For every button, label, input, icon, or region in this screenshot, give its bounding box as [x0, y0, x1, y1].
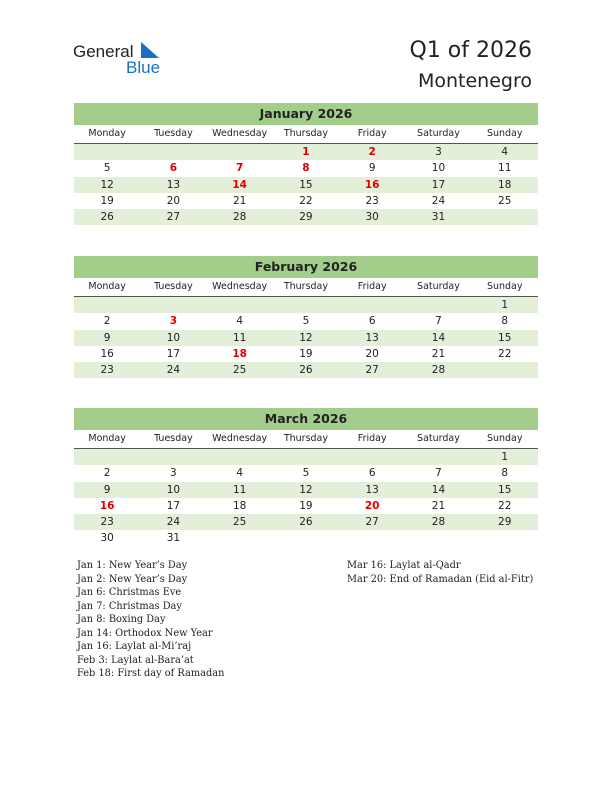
day-cell: 20 [365, 347, 379, 360]
weekday-label: Monday [88, 128, 126, 139]
day-cell: 28 [431, 364, 446, 377]
day-cell: 17 [166, 499, 181, 512]
day-cell: 26 [299, 516, 313, 529]
day-cell: 27 [365, 516, 379, 529]
weekday-label: Wednesday [212, 433, 268, 444]
holiday-day-cell: 18 [232, 347, 247, 360]
week-row [74, 449, 538, 465]
day-cell: 26 [299, 364, 313, 377]
week-row [74, 346, 538, 362]
weekday-label: Wednesday [212, 128, 268, 139]
holiday-note: Jan 16: Laylat al-Mi’raj [77, 641, 192, 652]
day-cell: 7 [435, 315, 442, 328]
day-cell: 27 [166, 211, 181, 224]
day-cell: 10 [431, 162, 446, 175]
day-cell [273, 449, 339, 465]
weekday-label: Wednesday [212, 281, 268, 292]
holiday-day-cell: 6 [169, 162, 178, 175]
day-cell: 21 [431, 499, 446, 512]
day-cell [207, 449, 273, 465]
week-row [74, 177, 538, 193]
day-cell [207, 144, 273, 160]
holiday-note: Jan 1: New Year’s Day [77, 560, 188, 571]
day-cell: 24 [166, 364, 181, 377]
day-cell: 21 [431, 347, 446, 360]
day-cell: 11 [232, 331, 247, 344]
holiday-note: Jan 14: Orthodox New Year [77, 627, 213, 639]
day-cell: 4 [236, 467, 243, 480]
holiday-note: Jan 2: New Year’s Day [77, 573, 188, 585]
weekday-label: Tuesday [154, 128, 193, 139]
logo-blue-text: Blue [126, 58, 161, 77]
day-cell: 13 [166, 178, 181, 191]
week-row [74, 209, 538, 225]
day-cell: 22 [299, 194, 313, 207]
day-cell [339, 297, 405, 313]
day-cell [74, 449, 140, 465]
day-cell [74, 297, 140, 313]
day-cell [405, 297, 471, 313]
day-cell: 2 [103, 315, 111, 328]
day-cell: 2 [103, 467, 111, 480]
month-title: March 2026 [74, 408, 538, 430]
holiday-note: Mar 20: End of Ramadan (Eid al-Fitr) [347, 573, 534, 585]
day-cell: 16 [100, 347, 114, 360]
holiday-note: Mar 16: Laylat al-Qadr [347, 560, 461, 571]
day-cell: 15 [498, 331, 512, 344]
day-cell: 14 [431, 483, 446, 496]
day-cell: 12 [299, 483, 313, 496]
day-cell: 13 [365, 483, 379, 496]
holiday-day-cell: 20 [364, 499, 380, 512]
day-cell: 22 [498, 347, 512, 360]
day-cell: 19 [299, 347, 313, 360]
week-row [74, 297, 538, 313]
logo-general-text: General [73, 42, 134, 61]
day-cell [472, 530, 538, 546]
day-cell: 1 [501, 299, 509, 311]
week-row [74, 465, 538, 481]
weekday-label: Thursday [283, 433, 329, 444]
holiday-day-cell: 8 [302, 162, 310, 175]
day-cell: 31 [166, 532, 181, 545]
weekday-label: Thursday [283, 128, 329, 139]
day-cell: 26 [100, 211, 114, 224]
holiday-note: Jan 8: Boxing Day [77, 614, 166, 625]
day-cell: 14 [431, 331, 446, 344]
weekday-label: Thursday [283, 281, 329, 292]
day-cell [140, 144, 206, 160]
holiday-note: Feb 3: Laylat al-Bara’at [77, 654, 194, 666]
day-cell: 17 [166, 347, 181, 360]
holiday-day-cell: 1 [302, 146, 310, 158]
day-cell [339, 530, 405, 546]
day-cell: 7 [435, 467, 442, 480]
day-cell: 9 [368, 162, 376, 175]
holiday-day-cell: 2 [368, 146, 376, 158]
day-cell: 18 [232, 499, 247, 512]
holiday-day-cell: 16 [99, 499, 115, 512]
day-cell: 4 [501, 146, 509, 158]
holiday-day-cell: 7 [236, 162, 244, 175]
day-cell: 18 [498, 178, 512, 191]
day-cell: 8 [501, 467, 509, 480]
day-cell: 19 [299, 499, 313, 512]
day-cell: 24 [166, 516, 181, 529]
holiday-day-cell: 14 [232, 178, 247, 191]
week-row [74, 313, 538, 329]
day-cell [273, 297, 339, 313]
day-cell: 13 [365, 331, 379, 344]
day-cell [339, 449, 405, 465]
day-cell: 3 [170, 467, 177, 480]
day-cell [472, 362, 538, 378]
day-cell: 28 [232, 211, 247, 224]
day-cell: 12 [299, 331, 313, 344]
week-row [74, 193, 538, 209]
day-cell: 25 [232, 364, 247, 377]
weekday-label: Sunday [486, 433, 523, 444]
logo [73, 40, 183, 80]
page-title: Q1 of 2026 [409, 38, 532, 63]
weekday-label: Saturday [417, 281, 460, 292]
month-calendar-february [74, 256, 538, 378]
day-cell [207, 297, 273, 313]
day-cell: 29 [299, 211, 313, 224]
weekday-label: Sunday [486, 281, 523, 292]
weekday-label: Sunday [486, 128, 523, 139]
day-cell: 20 [166, 194, 181, 207]
day-cell: 4 [236, 315, 243, 328]
day-cell: 24 [431, 194, 446, 207]
week-row [74, 482, 538, 498]
holiday-notes-left [77, 559, 224, 681]
country-name: Montenegro [417, 70, 532, 92]
weekday-label: Tuesday [154, 281, 193, 292]
weekday-label: Friday [357, 281, 387, 292]
day-cell [140, 297, 206, 313]
day-cell: 21 [232, 194, 247, 207]
weekday-label: Friday [357, 128, 387, 139]
month-title: February 2026 [74, 256, 538, 278]
day-cell: 23 [100, 516, 114, 529]
day-cell: 25 [498, 194, 512, 207]
week-row [74, 498, 538, 514]
month-calendar-january [74, 103, 538, 225]
week-row [74, 330, 538, 346]
month-title: January 2026 [74, 103, 538, 125]
day-cell: 1 [501, 451, 509, 463]
day-cell [140, 449, 206, 465]
day-cell: 30 [365, 211, 379, 224]
day-cell: 30 [100, 532, 114, 545]
day-cell: 25 [232, 516, 247, 529]
week-row [74, 144, 538, 160]
weekday-header-row [74, 278, 538, 297]
day-cell: 28 [431, 516, 446, 529]
week-row [74, 530, 538, 546]
holiday-notes-right [347, 559, 533, 586]
day-cell: 11 [498, 162, 512, 175]
holiday-note: Jan 7: Christmas Day [77, 600, 182, 612]
day-cell: 11 [232, 483, 247, 496]
day-cell: 5 [302, 315, 310, 328]
day-cell: 12 [100, 178, 114, 191]
day-cell [405, 449, 471, 465]
weekday-label: Friday [357, 433, 387, 444]
holiday-note: Jan 6: Christmas Eve [77, 587, 182, 598]
week-row [74, 160, 538, 176]
day-cell: 9 [103, 483, 111, 496]
day-cell: 10 [166, 483, 181, 496]
holiday-day-cell: 3 [169, 315, 178, 328]
day-cell [472, 209, 538, 225]
day-cell: 10 [166, 331, 181, 344]
week-row [74, 362, 538, 378]
day-cell [405, 530, 471, 546]
day-cell: 27 [365, 364, 379, 377]
day-cell: 9 [103, 331, 111, 344]
week-row [74, 514, 538, 530]
weekday-label: Saturday [417, 128, 460, 139]
day-cell: 5 [302, 467, 310, 480]
day-cell: 17 [431, 178, 446, 191]
day-cell: 31 [431, 211, 446, 224]
holiday-day-cell: 16 [364, 178, 380, 191]
day-cell: 8 [501, 315, 509, 328]
day-cell [74, 144, 140, 160]
day-cell: 15 [299, 178, 313, 191]
day-cell: 23 [100, 364, 114, 377]
day-cell: 19 [100, 194, 114, 207]
day-cell: 15 [498, 483, 512, 496]
holiday-note: Feb 18: First day of Ramadan [77, 668, 225, 679]
day-cell: 29 [498, 516, 512, 529]
weekday-header-row [74, 430, 538, 449]
day-cell: 5 [103, 162, 111, 175]
day-cell: 22 [498, 499, 512, 512]
day-cell [207, 530, 273, 546]
day-cell: 6 [368, 467, 376, 480]
weekday-header-row [74, 125, 538, 144]
weekday-label: Monday [88, 433, 126, 444]
weekday-label: Tuesday [154, 433, 193, 444]
day-cell [273, 530, 339, 546]
day-cell: 3 [435, 146, 442, 158]
day-cell: 6 [368, 315, 376, 328]
weekday-label: Monday [88, 281, 126, 292]
weekday-label: Saturday [417, 433, 460, 444]
day-cell: 23 [365, 194, 379, 207]
month-calendar-march [74, 408, 538, 547]
